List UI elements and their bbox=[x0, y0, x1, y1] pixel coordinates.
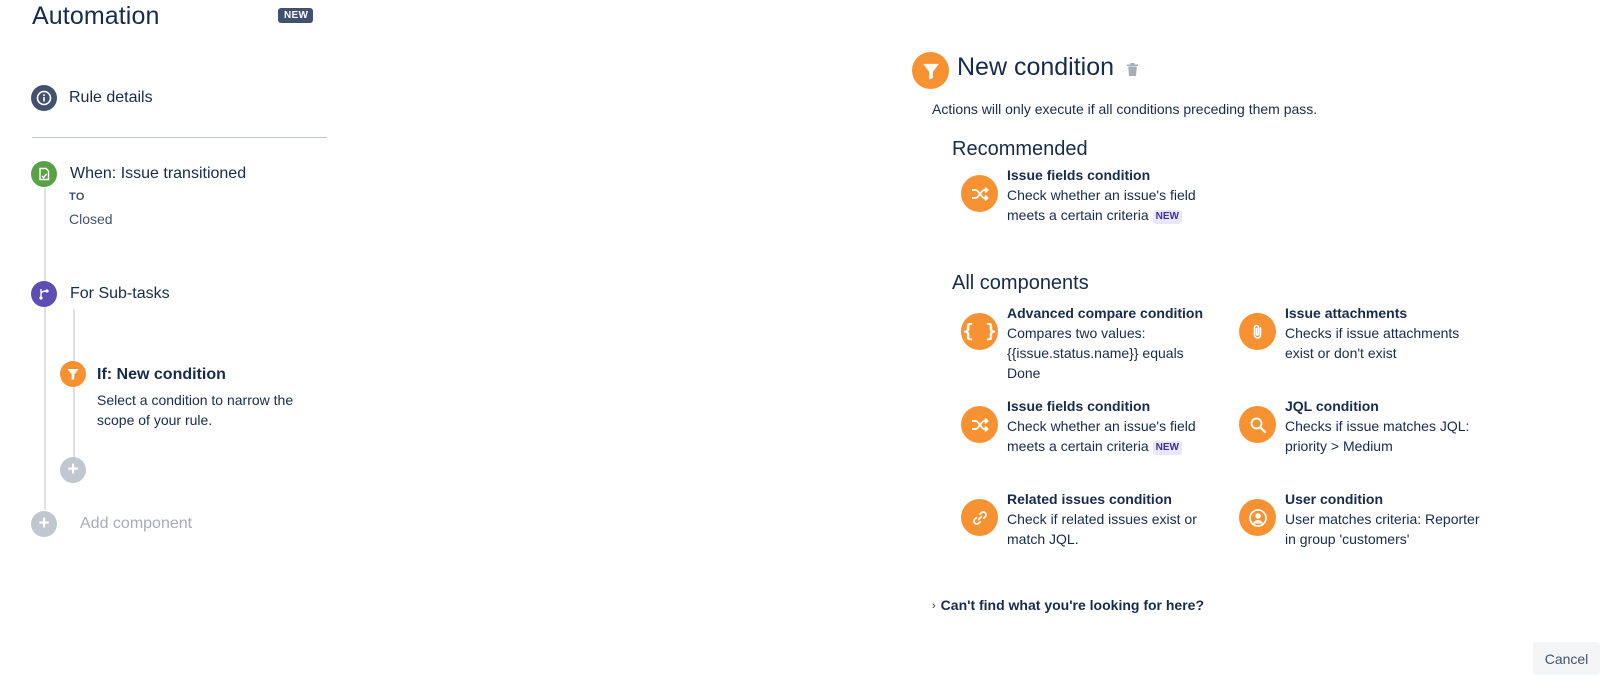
new-badge: NEW bbox=[1153, 441, 1182, 455]
info-icon bbox=[31, 85, 57, 111]
link-icon bbox=[961, 499, 998, 536]
branch-icon bbox=[31, 281, 57, 307]
component-description: Check if related issues exist or match JQL. bbox=[1007, 511, 1197, 547]
trigger-to-value: Closed bbox=[69, 211, 113, 227]
flow-connector-line bbox=[44, 188, 46, 510]
user-icon bbox=[1239, 499, 1276, 536]
component-description: Checks if issue attachments exist or don't exist bbox=[1285, 325, 1460, 361]
panel-description: Actions will only execute if all conditions preceding them pass. bbox=[932, 101, 1318, 117]
filter-icon bbox=[60, 361, 86, 387]
component-title: Issue fields condition bbox=[1007, 398, 1151, 414]
component-title: Issue attachments bbox=[1285, 305, 1408, 321]
add-component-label: Add component bbox=[80, 515, 193, 532]
branch-label: For Sub-tasks bbox=[70, 285, 170, 302]
filter-icon bbox=[912, 52, 949, 89]
component-title: JQL condition bbox=[1285, 398, 1379, 414]
new-badge: NEW bbox=[1153, 210, 1182, 224]
component-description: Check whether an issue's field meets a certain criteria NEW bbox=[1007, 187, 1196, 223]
shuffle-icon bbox=[961, 175, 998, 212]
condition-title: If: New condition bbox=[97, 366, 226, 383]
cant-find-label: Can't find what you're looking for here? bbox=[940, 597, 1205, 613]
divider bbox=[32, 137, 327, 138]
search-icon bbox=[1239, 406, 1276, 443]
component-description: Check whether an issue's field meets a certain criteria NEW bbox=[1007, 418, 1196, 454]
trash-icon[interactable] bbox=[1127, 63, 1138, 81]
trigger-document-icon bbox=[31, 161, 57, 187]
trigger-label: When: Issue transitioned bbox=[70, 165, 247, 182]
component-title: User condition bbox=[1285, 491, 1384, 507]
app-title: Automation bbox=[32, 2, 160, 30]
component-title: Related issues condition bbox=[1007, 491, 1172, 507]
component-title: Advanced compare condition bbox=[1007, 305, 1204, 321]
component-title: Issue fields condition bbox=[1007, 167, 1151, 183]
condition-description: Select a condition to narrow the scope of your rule. bbox=[97, 392, 294, 428]
braces-icon: { } bbox=[961, 313, 998, 350]
cancel-button[interactable]: Cancel bbox=[1533, 642, 1600, 675]
add-branch-component-button[interactable]: + bbox=[60, 457, 86, 483]
panel-title: New condition bbox=[957, 53, 1115, 81]
component-description: Compares two values: {{issue.status.name}} equals Done bbox=[1007, 325, 1184, 381]
new-badge: NEW bbox=[278, 8, 313, 23]
shuffle-icon bbox=[961, 406, 998, 443]
rule-details-label: Rule details bbox=[69, 89, 153, 106]
component-description: User matches criteria: Reporter in group 'customers' bbox=[1285, 511, 1480, 547]
trigger-to-label: TO bbox=[69, 191, 85, 203]
component-description: Checks if issue matches JQL: priority > Medium bbox=[1285, 418, 1470, 454]
cant-find-expander[interactable] bbox=[932, 597, 1204, 613]
paperclip-icon bbox=[1239, 313, 1276, 350]
all-components-heading: All components bbox=[952, 272, 1089, 294]
plus-icon: + bbox=[31, 511, 57, 537]
chevron-right-icon: › bbox=[932, 600, 936, 612]
recommended-heading: Recommended bbox=[952, 138, 1088, 160]
